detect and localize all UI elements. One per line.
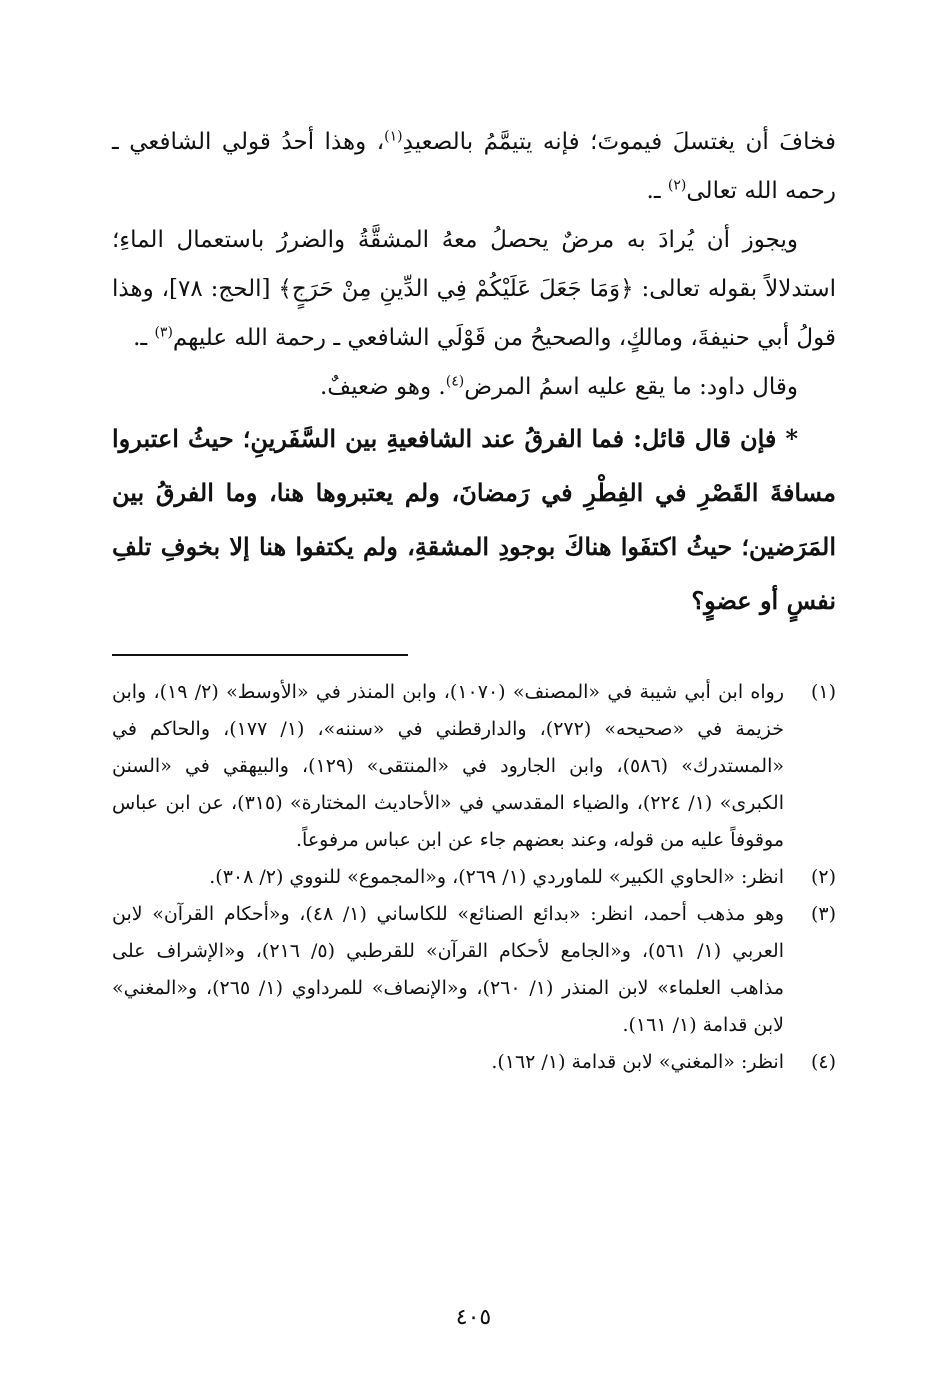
footnote-ref-4[interactable]: (٤)	[445, 373, 465, 390]
footnote-3-text: وهو مذهب أحمد، انظر: «بدائع الصنائع» للكاساني (١/ ٤٨)، و«أحكام القرآن» لابن العربي (١/ ٥٦١)، و«الجامع لأحكام القرآن» للقرطبي (٥/ ٢١٦)، و«الإشراف على مذاهب العلماء» لابن المنذر (١/ ٢٦٠)، و«الإنصاف» للمرداوي (١/ ٢٦٥)، و«المغني» لابن قدامة (١/ ١٦١).	[112, 903, 784, 1036]
footnote-separator-wrap	[112, 654, 836, 656]
paragraph-1-text-c: ـ.	[646, 178, 668, 204]
paragraph-1-text: فخافَ أن يغتسلَ فيموتَ؛ فإنه يتيمَّمُ بالصعيدِ	[402, 129, 836, 155]
footnote-4-text: انظر: «المغني» لابن قدامة (١/ ١٦٢).	[491, 1051, 784, 1073]
footnote-3	[112, 896, 836, 1044]
footnote-separator	[112, 654, 408, 656]
paragraph-3	[112, 363, 836, 412]
paragraph-3-text-b: . وهو ضعيفٌ.	[319, 374, 446, 400]
footnote-1	[112, 674, 836, 859]
footnote-ref-3[interactable]: (٣)	[154, 324, 173, 341]
paragraph-3-text: وقال داود: ما يقع عليه اسمُ المرض	[464, 374, 798, 400]
footnote-ref-2[interactable]: (٢)	[667, 177, 687, 194]
footnote-1-text: رواه ابن أبي شيبة في «المصنف» (١٠٧٠)، وابن المنذر في «الأوسط» (٢/ ١٩)، وابن خزيمة في «صحيحه» (٢٧٢)، والدارقطني في «سننه»، (١/ ١٧٧)، والحاكم في «المستدرك» (٥٨٦)، وابن الجارود في «المنتقى» (١٢٩)، والبيهقي في «السنن الكبرى» (١/ ٢٢٤)، والضياء المقدسي في «الأحاديث المختارة» (٣١٥)، عن ابن عباس موقوفاً عليه من قوله، وعند بعضهم جاء عن ابن عباس مرفوعاً.	[112, 681, 784, 851]
footnote-ref-1[interactable]: (١)	[384, 128, 403, 145]
paragraph-2	[112, 216, 836, 363]
footnote-4-number: (٤)	[810, 1051, 836, 1073]
footnotes	[112, 674, 836, 1081]
paragraph-4: * فإن قال قائل: فما الفرقُ عند الشافعيةِ بين السَّفَرينِ؛ حيثُ اعتبروا مسافةَ القَصْرِ في الفِطْرِ في رَمضانَ، ولم يعتبروها هنا، وما الفرقُ بين المَرَضين؛ حيثُ اكتفَوا هناكَ بوجودِ المشقةِ، ولم يكتفوا هنا إلا بخوفِ تلفِ نفسٍ أو عضوٍ؟	[112, 424, 836, 615]
page-content	[112, 118, 836, 1081]
main-text	[112, 118, 836, 628]
footnote-4	[112, 1044, 836, 1081]
paragraph-1	[112, 118, 836, 216]
footnote-1-number: (١)	[810, 681, 836, 703]
footnote-3-number: (٣)	[810, 903, 836, 925]
paragraph-2-text: ويجوز أن يُرادَ به مرضٌ يحصلُ معهُ المشقَّةُ والضررُ باستعمال الماءِ؛ استدلالاً بقوله تعالى: ﴿وَمَا جَعَلَ عَلَيْكُمْ فِي الدِّينِ مِنْ حَرَجٍ﴾ [الحج: ٧٨]، وهذا قولُ أبي حنيفةَ، ومالكٍ، والصحيحُ من قَوْلَي الشافعي ـ رحمة الله عليهم	[112, 227, 836, 351]
footnote-2	[112, 859, 836, 896]
footnote-2-number: (٢)	[810, 866, 836, 888]
paragraph-1-text-b: ، وهذا أحدُ قولي الشافعي ـ رحمه الله تعالى	[112, 129, 836, 204]
paragraph-2-text-b: ـ.	[133, 325, 155, 351]
footnote-2-text: انظر: «الحاوي الكبير» للماوردي (١/ ٢٦٩)، و«المجموع» للنووي (٢/ ٣٠٨).	[209, 866, 784, 888]
page-number: ٤٠٥	[455, 1305, 492, 1330]
